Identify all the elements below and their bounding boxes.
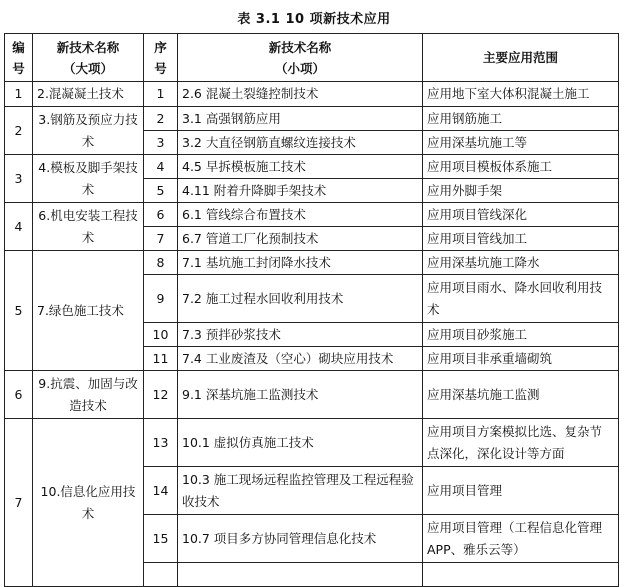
table-row	[5, 155, 619, 179]
group-name: 10.信息化应用技术	[33, 419, 144, 587]
group-no: 4	[5, 203, 33, 251]
row-seq: 12	[144, 371, 178, 419]
row-seq: 13	[144, 419, 178, 467]
group-no: 3	[5, 155, 33, 203]
row-seq: 7	[144, 227, 178, 251]
row-seq: 2	[144, 107, 178, 131]
group-name: 6.机电安装工程技术	[33, 203, 144, 251]
row-scope: 应用深基坑施工监测	[423, 371, 619, 419]
row-item: 6.7 管道工厂化预制技术	[178, 227, 423, 251]
group-name: 2.混凝凝土技术	[33, 82, 144, 107]
row-seq: 9	[144, 275, 178, 323]
group-no: 6	[5, 371, 33, 419]
row-seq: 6	[144, 203, 178, 227]
table-row	[5, 251, 619, 275]
row-item: 4.11 附着升降脚手架技术	[178, 179, 423, 203]
row-scope: 应用地下室大体积混凝土施工	[423, 82, 619, 107]
group-no: 2	[5, 107, 33, 155]
row-item: 3.2 大直径钢筋直螺纹连接技术	[178, 131, 423, 155]
header-major-name: 新技术名称 （大项）	[33, 34, 144, 82]
group-no: 5	[5, 251, 33, 371]
header-minor-name: 新技术名称 （小项）	[178, 34, 423, 82]
row-item: 7.3 预拌砂浆技术	[178, 323, 423, 347]
row-seq: 1	[144, 82, 178, 107]
row-item: 4.5 早拆模板施工技术	[178, 155, 423, 179]
row-scope: 应用项目砂浆施工	[423, 323, 619, 347]
row-seq: 15	[144, 515, 178, 563]
row-seq: 10	[144, 323, 178, 347]
header-seq: 序 号	[144, 34, 178, 82]
table-row	[5, 203, 619, 227]
row-scope: 应用项目非承重墙砌筑	[423, 347, 619, 371]
row-scope: 应用项目管理（工程信息化管理 APP、雅乐云等）	[423, 515, 619, 563]
row-seq: 3	[144, 131, 178, 155]
table-row	[5, 82, 619, 107]
row-scope: 应用项目管线深化	[423, 203, 619, 227]
row-seq: 14	[144, 467, 178, 515]
row-item: 3.1 高强钢筋应用	[178, 107, 423, 131]
row-scope: 应用项目雨水、降水回收利用技术	[423, 275, 619, 323]
row-item: 2.6 混凝土裂缝控制技术	[178, 82, 423, 107]
row-scope: 应用项目管理	[423, 467, 619, 515]
table-caption: 表 3.1 10 项新技术应用	[237, 12, 391, 27]
table-row	[5, 419, 619, 467]
row-item: 7.1 基坑施工封闭降水技术	[178, 251, 423, 275]
group-no: 1	[5, 82, 33, 107]
row-scope: 应用深基坑施工降水	[423, 251, 619, 275]
header-major-no: 编 号	[5, 34, 33, 82]
row-scope: 应用项目模板体系施工	[423, 155, 619, 179]
row-item: 7.4 工业废渣及（空心）砌块应用技术	[178, 347, 423, 371]
row-item: 10.3 施工现场远程监控管理及工程远程验收技术	[178, 467, 423, 515]
row-seq: 8	[144, 251, 178, 275]
row-scope: 应用深基坑施工等	[423, 131, 619, 155]
row-scope: 应用项目方案模拟比选、复杂节点深化，深化设计等方面	[423, 419, 619, 467]
table-row	[5, 371, 619, 419]
row-seq: 11	[144, 347, 178, 371]
row-item: 10.1 虚拟仿真施工技术	[178, 419, 423, 467]
row-item: 9.1 深基坑施工监测技术	[178, 371, 423, 419]
row-item: 7.2 施工过程水回收利用技术	[178, 275, 423, 323]
group-name: 3.钢筋及预应力技术	[33, 107, 144, 155]
group-name: 9.抗震、加固与改造技术	[33, 371, 144, 419]
header-scope: 主要应用范围	[423, 34, 619, 82]
group-name: 7.绿色施工技术	[33, 251, 144, 371]
row-item: 10.7 项目多方协同管理信息化技术	[178, 515, 423, 563]
row-scope: 应用外脚手架	[423, 179, 619, 203]
header-row	[5, 34, 619, 82]
row-item: 6.1 管线综合布置技术	[178, 203, 423, 227]
row-seq: 5	[144, 179, 178, 203]
row-scope: 应用项目管线加工	[423, 227, 619, 251]
new-tech-table	[4, 33, 619, 587]
group-no: 7	[5, 419, 33, 587]
row-scope: 应用钢筋施工	[423, 107, 619, 131]
table-row	[5, 107, 619, 131]
group-name: 4.模板及脚手架技术	[33, 155, 144, 203]
row-seq: 4	[144, 155, 178, 179]
